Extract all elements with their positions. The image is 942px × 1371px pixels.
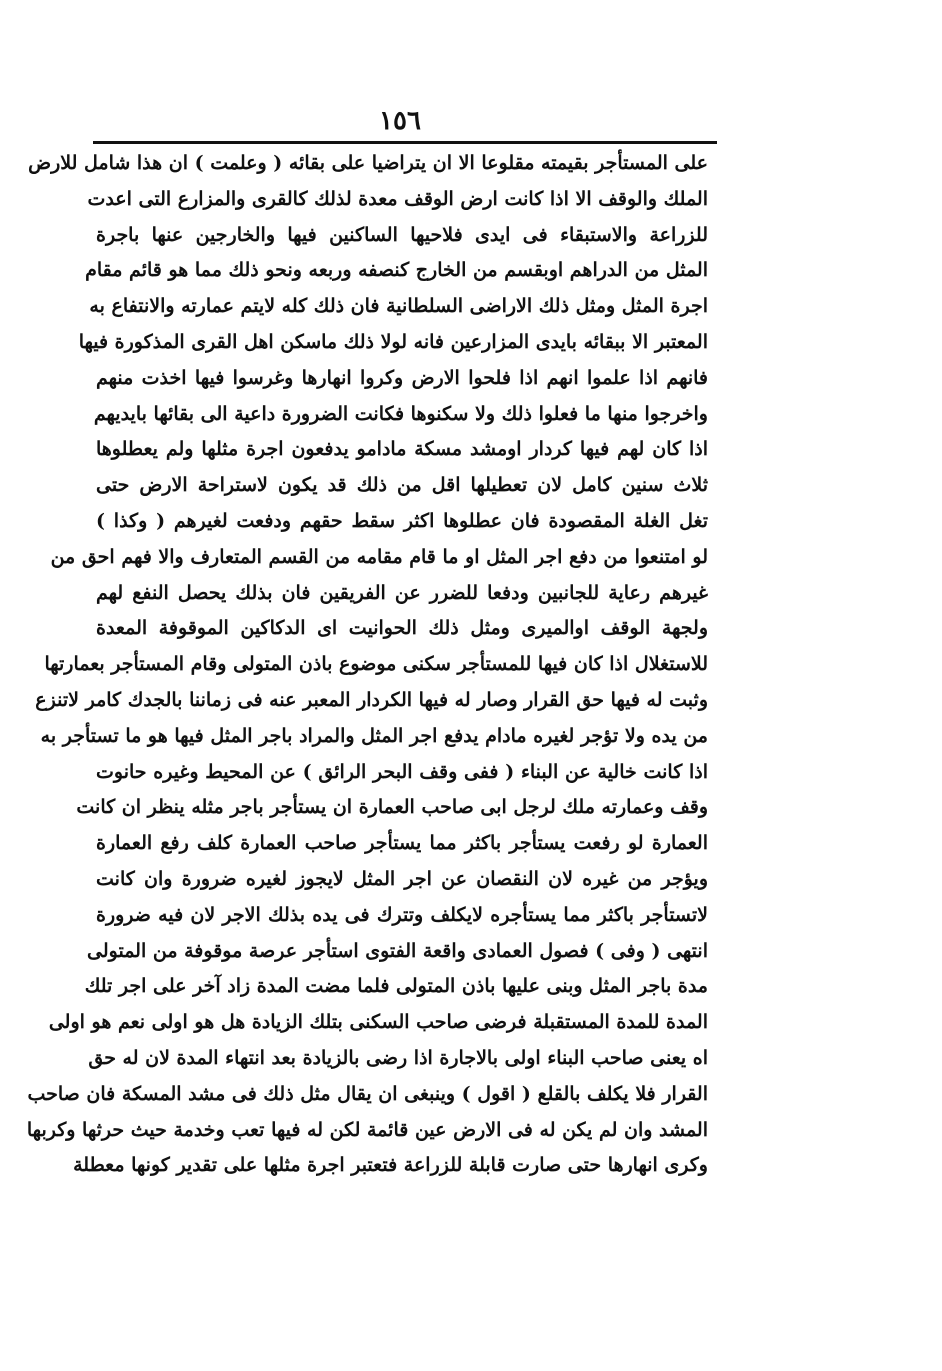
text-line: لاتستأجر باكثر مما يستأجره لايكلف وتترك فى يده بذلك الاجر لان فيه ضرورة [96, 903, 708, 926]
text-line: المشد وان لم يكن له فى الارض عين قائمة لكن له فيها تعب وخدمة حيث حرثها وكربها [26, 1118, 708, 1141]
text-line: العمارة لو رفعت يستأجر باكثر مما يستأجر صاحب العمارة كلف رفع العمارة [96, 832, 708, 855]
text-line: القرار فلا يكلف بالقلع ( اقول ) وينبغى ان يقال مثل ذلك فى مشد المسكة فان صاحب [27, 1082, 708, 1105]
header-rule [93, 141, 717, 144]
text-line: المدة للمدة المستقبلة فرضى صاحب السكنى بتلك الزيادة هل هو اولى نعم هو اولى [48, 1011, 708, 1034]
text-line: للزراعة والاستبقاء فى ايدى فلاحيها الساكنين فيها والخارجين عنها باجرة [96, 223, 708, 246]
text-line: تغل الغلة المقصودة فان عطلوها اكثر سقط حقهم ودفعت لغيرهم ( وكذا ) [96, 509, 708, 532]
text-line: للاستغلال اذا كان فيها للمستأجر سكنى موضوع باذن المتولى وقام المستأجر بعمارتها [44, 653, 708, 676]
text-line: المعتبر الا ببقائه بايدى المزارعين فانه لولا ذلك ماسكن اهل القرى المذكورة فيها [78, 330, 708, 353]
text-line: على المستأجر بقيمته مقلوعا الا ان يتراضيا على بقائه ( وعلمت ) ان هذا شامل للارض [28, 152, 708, 174]
text-line: الملك والوقف الا اذا كانت ارض الوقف معدة لذلك كالقرى والمزارع التى اعدت [87, 187, 708, 210]
text-line: انتهى ( وفى ) فصول العمادى واقعة الفتوى استأجر عرصة موقوفة من المتولى [87, 939, 708, 962]
text-line: ولجهة الوقف اوالميرى ومثل ذلك الحوانيت اى الدكاكين الموقوفة المعدة [96, 617, 708, 640]
text-line: ويؤجر من غيره لان النقصان عن اجر المثل لايجوز لغيره ضرورة وان كانت [96, 867, 708, 890]
text-line: وقف وعمارته ملك لرجل ابى صاحب العمارة ان يستأجر باجر مثله ينظر ان كانت [76, 796, 708, 819]
text-line: وكرى انهارها حتى صارت قابلة للزراعة فتعتبر اجرة مثلها على تقدير كونها معطلة [73, 1154, 708, 1177]
page-number: ١٥٦ [379, 106, 421, 136]
text-line: اذا كانت خالية عن البناء ( ففى وقف البحر الرائق ) عن المحيط وغيره حانوت [96, 760, 708, 783]
text-line: اه يعنى صاحب البناء اولى بالاجارة اذا رضى بالزيادة بعد انتهاء المدة لان له حق [88, 1046, 708, 1069]
text-line: واخرجوا منها ما فعلوا ذلك ولا سكنوها فكانت الضرورة داعية الى بقائها بايديهم [93, 402, 708, 425]
text-line: اجرة المثل ومثل ذلك الاراضى السلطانية فان ذلك كله لايتم عمارته والانتفاع به [89, 295, 708, 318]
text-line: غيرهم رعاية للجانبين ودفعا للضرر عن الفريقين فان بذلك يحصل النفع لهم [96, 581, 708, 604]
body-text [26, 146, 708, 1184]
text-line: ثلاث سنين كامل لان تعطيلها اقل من ذلك قد يكون لاستراحة الارض حتى [96, 474, 708, 497]
text-line: مدة باجر المثل وبنى عليها باذن المتولى فلما مضت المدة زاد آخر على اجر تلك [84, 975, 708, 998]
text-line: لو امتنعوا من دفع اجر المثل او ما قام مقامه من القسم المتعارف والا فهم احق من [50, 545, 708, 568]
text-line: وثبت له فيها حق القرار وصار له فيها الكردار المعبر عنه فى زماننا بالجدك كامر لاتنزع [35, 688, 708, 711]
text-line: المثل من الدراهم اوبقسم من الخارج كنصفه وربعه ونحو ذلك مما هو قائم مقام [85, 259, 708, 282]
text-line: من يده ولا تؤجر لغيره مادام يدفع اجر المثل والمراد باجر المثل فيها هو ما تستأجر به [40, 724, 708, 747]
text-line: فانهم اذا علموا انهم اذا فلحوا الارض وكروا انهارها وغرسوا فيها اخذت منهم [96, 366, 708, 389]
text-line: اذا كان لهم فيها كردار اومشد مسكة مادامو يدفعون اجرة مثلها ولم يعطلوها [96, 438, 708, 461]
